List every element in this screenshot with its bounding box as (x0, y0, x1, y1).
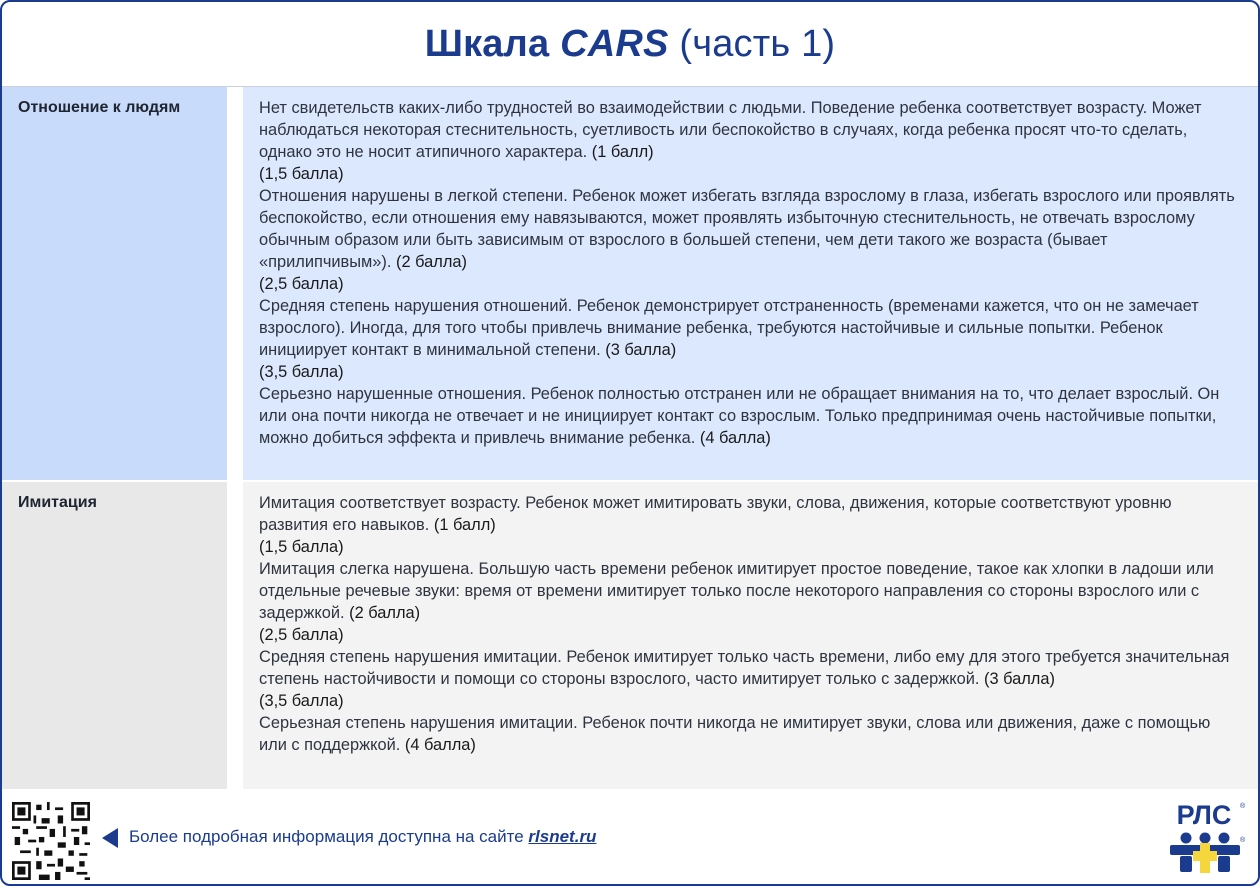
score-label: (4 балла) (404, 736, 476, 754)
score-label: (1,5 балла) (259, 538, 344, 556)
description-paragraph: Средняя степень нарушения имитации. Ребенок имитирует только часть времени, либо ему для этого требуется значительная степень настойчивости и помощи со стороны взрослого, часто имитирует только с задержкой. (3 балла) (259, 648, 1230, 688)
title-main: Шкала (424, 22, 550, 65)
site-link[interactable]: rlsnet.ru (528, 827, 597, 846)
svg-text:®: ® (1240, 837, 1246, 844)
description-paragraph: Серьезно нарушенные отношения. Ребенок полностью отстранен или не обращает внимания на то, что делает взрослый. Он или она почти никогда не отвечает и не инициирует контакт со взрослым. Только предпринимая очень настойчивые попытки, можно добиться эффекта и привлечь внимание ребенка. (4 балла) (259, 385, 1220, 447)
score-label: (3 балла) (605, 341, 677, 359)
score-label: (3,5 балла) (259, 363, 344, 381)
qr-code-icon[interactable] (12, 802, 90, 880)
title-bar (2, 2, 1258, 87)
description-paragraph: Серьезная степень нарушения имитации. Ребенок почти никогда не имитирует звуки, слова или движения, даже с помощью или с поддержкой. (4 балла) (259, 714, 1211, 754)
description-paragraph (259, 163, 1238, 185)
score-label: (2,5 балла) (259, 275, 344, 293)
score-label: (1 балл) (591, 143, 654, 161)
score-label: (1,5 балла) (259, 165, 344, 183)
score-label: (3 балла) (983, 670, 1055, 688)
score-label: (2 балла) (349, 604, 421, 622)
description-paragraph: Нет свидетельств каких-либо трудностей во взаимодействии с людьми. Поведение ребенка соответствует возрасту. Может наблюдаться некоторая стеснительность, суетливость или беспокойство в случаях, когда ребенка просят что-то сделать, однако это не носит атипичного характера. (1 балл) (259, 99, 1202, 161)
score-label: (2 балла) (396, 253, 467, 271)
description-paragraph: Отношения нарушены в легкой степени. Ребенок может избегать взгляда взрослому в глаза, избегать взрослого или проявлять беспокойство, если отношения ему навязываются, может проявлять избыточную стеснительность, не отвечать взрослому обычным образом или быть зависимым от взрослого в большей степени, чем дети такого же возраста (бывает «прилипчивым»). (2 балла) (259, 187, 1235, 271)
title-sub: (часть 1) (679, 22, 836, 65)
description-paragraph: Средняя степень нарушения отношений. Ребенок демонстрирует отстраненность (временами кажется, что он не замечает взрослого). Иногда, для того чтобы привлечь внимание ребенка, требуются настойчивые и сильные попытки. Ребенок инициирует контакт в минимальной степени. (3 балла) (259, 297, 1199, 359)
arrow-left-icon (102, 828, 118, 848)
footer-info-text: Более подробная информация доступна на сайте (129, 827, 524, 846)
footer (2, 792, 1258, 884)
description-paragraph: Имитация слегка нарушена. Большую часть времени ребенок имитирует простое поведение, такое как хлопки в ладоши или отдельные речевые звуки: время от времени имитирует только после некоторого направления со стороны взрослого или с задержкой. (2 балла) (259, 560, 1214, 622)
category-description (243, 87, 1258, 480)
score-label: (4 балла) (699, 429, 771, 447)
score-label: (2,5 балла) (259, 626, 344, 644)
category-label: Имитация (2, 482, 227, 789)
divider (227, 87, 243, 480)
title-brand: CARS (560, 22, 669, 65)
score-label: (1 балл) (433, 516, 496, 534)
description-paragraph (259, 361, 1238, 383)
score-label: (3,5 балла) (259, 692, 344, 710)
description-paragraph (259, 273, 1238, 295)
category-description (243, 482, 1258, 789)
description-paragraph (259, 624, 1238, 646)
svg-text:®: ® (1240, 803, 1246, 810)
description-paragraph (259, 536, 1238, 558)
description-paragraph: Имитация соответствует возрасту. Ребенок может имитировать звуки, слова, движения, которые соответствуют уровню развития его навыков. (1 балл) (259, 494, 1172, 534)
footer-info (129, 827, 596, 847)
page-title (425, 23, 836, 66)
row-imitation (2, 482, 1258, 789)
description-paragraph (259, 690, 1238, 712)
divider (227, 482, 243, 789)
row-relations (2, 87, 1258, 480)
rls-logo-icon (1166, 798, 1244, 878)
logo-text: РЛС (1176, 800, 1232, 830)
category-label: Отношение к людям (2, 87, 227, 480)
